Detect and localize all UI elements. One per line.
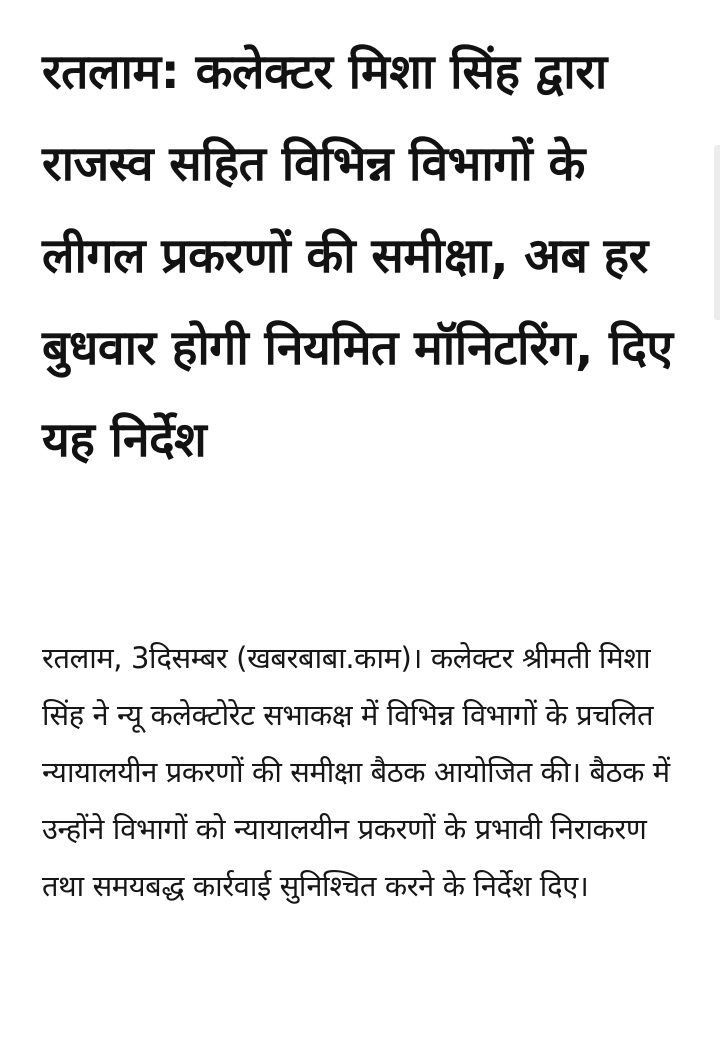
article-body: रतलाम, 3दिसम्बर (खबरबाबा.काम)। कलेक्टर श्रीमती मिशा सिंह ने न्यू कलेक्टोरेट सभाकक्ष में विभिन्न विभागों के प्रचलित न्यायालयीन प्रकरणों की समीक्षा बैठक आयोजित की। बैठक में उन्होंने विभागों को न्यायालयीन प्रकरणों के प्रभावी निराकरण तथा समयबद्ध कार्रवाई सुनिश्चित करने के निर्देश दिए। [42,641,670,903]
article-headline: रतलाम: कलेक्टर मिशा सिंह द्वारा राजस्व सहित विभिन्न विभागों के लीगल प्रकरणों की समीक्षा, अब हर बुधवार होगी नियमित मॉनिटरिंग, दिए यह निर्देश [42,44,673,468]
scrollbar[interactable] [714,145,720,320]
